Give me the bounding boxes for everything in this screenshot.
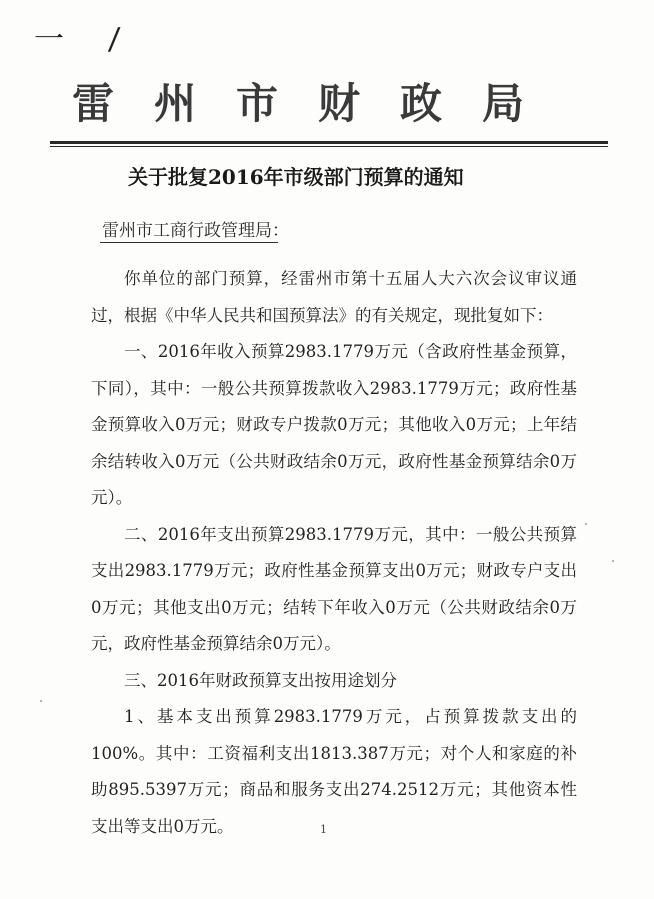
scan-speck [40,700,42,702]
page-number: 1 [320,823,327,836]
scan-speck [585,523,587,525]
paragraph-income-budget: 一、2016年收入预算2983.1779万元（含政府性基金预算，下同），其中：一般公共预算拨款收入2983.1779万元；政府性基金预算收入0万元；财政专户拨款0万元；其他收入0万元；上年结余结转收入0万元（公共财政结余0万元，政府性基金预算结余0万元）。 [91,342,577,507]
scan-speck [612,560,614,562]
document-title: 关于批复2016年市级部门预算的通知 [128,165,464,189]
header-rule-thick [50,141,608,144]
addressee: 雷州市工商行政管理局： [102,221,289,241]
addressee-underline [100,242,278,243]
header-rule-thin [50,146,608,147]
issuing-organization: 雷州市财政局 [72,79,565,128]
paragraph-intro: 你单位的部门预算，经雷州市第十五届人大六次会议审议通过，根据《中华人民共和国预算法》的有关规定，现批复如下： [91,269,577,325]
paragraph-expenditure-budget: 二、2016年支出预算2983.1779万元，其中：一般公共预算支出2983.1779万元；政府性基金预算支出0万元；财政专户支出0万元；其他支出0万元；结转下年收入0万元（公共财政结余0万元，政府性基金预算结余0万元）。 [91,524,577,653]
handwritten-mark: 一 / [31,22,140,57]
paragraph-section-heading: 三、2016年财政预算支出按用途划分 [124,670,397,690]
document-body [91,261,577,845]
paragraph-basic-expenditure: 1、基本支出预算2983.1779万元，占预算拨款支出的100%。其中：工资福利支出1813.387万元；对个人和家庭的补助895.5397万元；商品和服务支出274.2512万元；其他资本性支出等支出0万元。 [91,707,577,836]
